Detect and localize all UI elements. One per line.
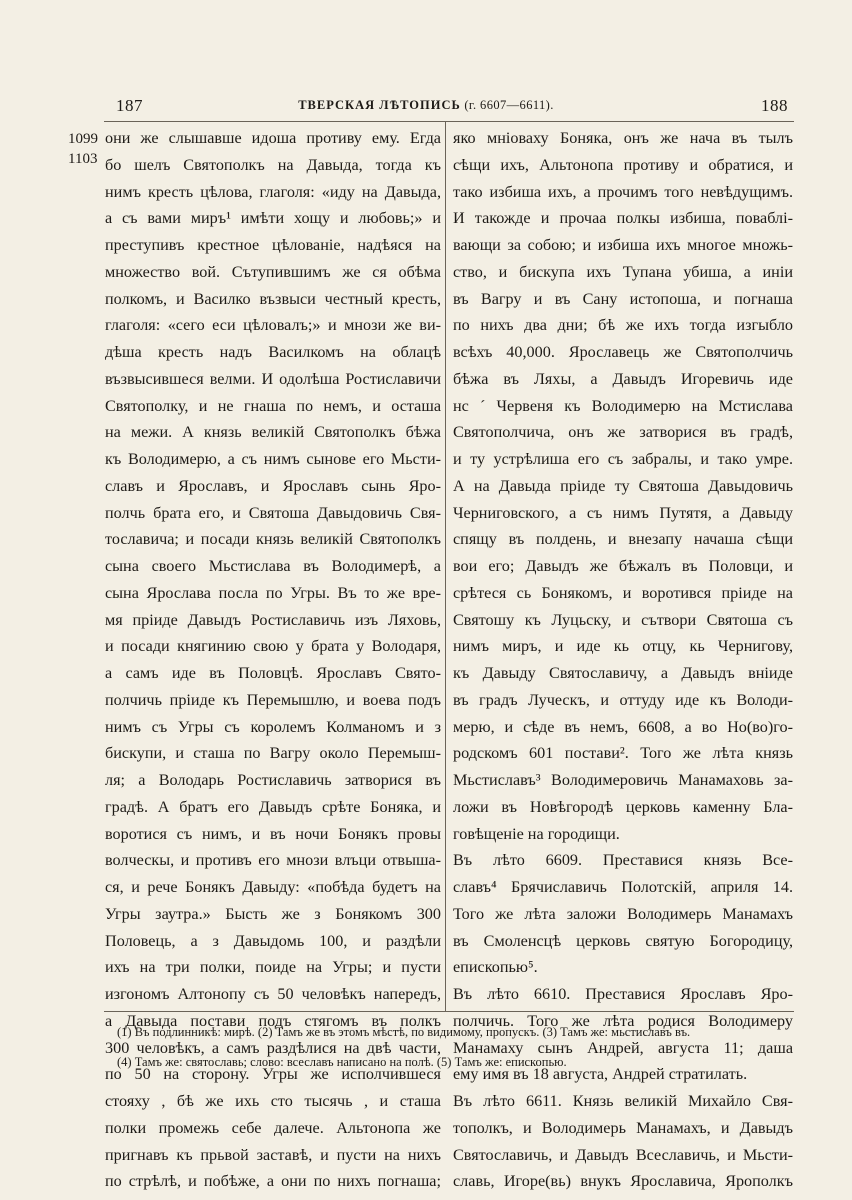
text-line: нимъ съ Угры съ королемъ Колманомъ и з xyxy=(105,717,441,736)
text-line: въ Вагру и въ Сану истопоша, и погнаша xyxy=(453,289,793,308)
text-line: на межи. А князь великiй Святополкъ бѣжа xyxy=(105,423,441,442)
text-line: срѣтеся сь Бонякомъ, и воротився прiиде на xyxy=(453,583,793,602)
text-line: они же слышавше идоша противу ему. Егда xyxy=(105,129,441,147)
margin-year: 1103 xyxy=(68,151,98,167)
text-line: пригнавъ къ прьвой заставѣ, и пусти на нихъ xyxy=(105,1145,441,1164)
text-line: Того же лѣта заложи Володимерь Манамахъ xyxy=(453,904,793,923)
text-line: ля; а Володарь Ростиславичь затворися въ xyxy=(105,771,441,789)
column-divider xyxy=(445,122,446,1011)
text-line: мерю, и сѣде въ немъ, 6608, а во Но(во)го- xyxy=(453,717,793,736)
text-line: и посади княгинию свою у брата у Володаря, xyxy=(105,637,441,656)
text-line: Въ лѣто 6611. Князь великiй Михайло Свя- xyxy=(453,1092,793,1110)
text-line: Святошу къ Луцьску, и сътвори Святоша съ xyxy=(453,610,793,629)
text-line: а самъ иде въ Половцѣ. Ярославъ Свято- xyxy=(105,664,441,682)
page-number-right: 188 xyxy=(761,96,788,115)
text-line: а съ вами миръ¹ имѣти хощу и любовь;» и xyxy=(105,209,441,228)
text-line: 300 человѣкъ, а самъ раздѣлися на двѣ части, xyxy=(105,1038,441,1057)
running-header xyxy=(0,96,852,120)
text-line: всѣхъ 40,000. Ярославець же Святополчичь xyxy=(453,343,793,361)
text-line: Черниговского, а съ нимъ Путятя, а Давыду xyxy=(453,503,793,522)
footnote-line: (1) Въ подлинникѣ: мирѣ. (2) Тамъ же въ этомъ мѣстѣ, по видимому, пропускъ. (3) Тамъ же: мьстиславъ въ. xyxy=(117,1025,691,1039)
text-line: славъ и Ярославъ, и Ярославъ сынь Яро- xyxy=(105,476,441,495)
text-line: по нихъ два дни; бѣ же ихъ тогда изгыбло xyxy=(453,316,793,335)
text-line: къ Давыду Святославичу, а Давыдъ внiиде xyxy=(453,664,793,682)
text-line: полкомъ, и Василко възвыси честный кресть, xyxy=(105,289,441,308)
text-line: по стрѣлѣ, и побѣже, а они по нихъ погнаша; xyxy=(105,1172,441,1191)
text-line: воротися съ нимъ, и въ ночи Бонякъ провы xyxy=(105,824,441,843)
text-line: славъ⁴ Брячиславичь Полотскiй, априля 14. xyxy=(453,878,793,896)
text-line: говѣщенiе на городищи. xyxy=(453,824,620,843)
text-line: и ту устрѣлиша его съ забралы, и тако умре. xyxy=(453,450,793,468)
text-line: родскомъ 601 постави². Того же лѣта князь xyxy=(453,744,793,763)
text-line: сына Ярослава посла по Угры. Въ то же вре- xyxy=(105,583,441,602)
header-rule xyxy=(104,121,794,122)
text-line: Въ лѣто 6609. Преставися князь Все- xyxy=(453,851,793,870)
text-line: сына своего Мьстислава въ Володимерѣ, а xyxy=(105,557,441,575)
text-line: Святополку, и не гнаша по немъ, и осташа xyxy=(105,396,441,415)
margin-year: 1099 xyxy=(68,131,98,147)
text-line: а Давыда постави подъ стягомъ въ полкъ xyxy=(105,1011,441,1030)
text-line: нимъ миръ, и иде кь отцу, кь Чернигову, xyxy=(453,637,793,656)
text-line: ложи въ Новѣгородѣ церковь каменну Бла- xyxy=(453,797,793,816)
text-line: преступивъ крестное цѣлованiе, надѣяся на xyxy=(105,236,441,254)
text-line: градѣ. А братъ его Давыдъ срѣте Боняка, и xyxy=(105,797,441,816)
text-line: полчичь прiиде къ Перемышлю, и воева подъ xyxy=(105,690,441,709)
text-line: волческы, и противъ его мнози влъци отвыша- xyxy=(105,851,441,870)
text-line: И такожде и прочаа полкы избиша, поваблi- xyxy=(453,209,793,228)
text-line: дѣша кресть надъ Василкомъ на облацѣ xyxy=(105,343,441,361)
text-line: епископью⁵. xyxy=(453,958,538,977)
text-line: полки промежь себе далече. Альтонопа же xyxy=(105,1118,441,1137)
text-line: спящу въ полдень, и внезапу начаша сѣщи xyxy=(453,530,793,549)
text-line: въ Смоленсцѣ церковь святую Богородицу, xyxy=(453,931,793,950)
page-number-left: 187 xyxy=(116,96,143,115)
text-line: къ Володимерю, а съ нимъ сынове его Мьсти- xyxy=(105,450,441,468)
text-line: Мьстиславъ³ Володимеровичь Манамаховь за- xyxy=(453,771,793,789)
text-line: Манамаху сынъ Андрей, августа 11; даша xyxy=(453,1038,793,1057)
text-line: полчичь. Того же лѣта родися Володимеру xyxy=(453,1011,793,1030)
text-line: ему имя въ 18 августа, Андрей стратилать. xyxy=(453,1065,748,1084)
text-line: ство, и бискупа ихъ Тупана убиша, а инiи xyxy=(453,262,793,281)
text-line: вои его; Давыдъ же бѣжалъ въ Половци, и xyxy=(453,557,793,575)
text-line: нимъ кресть цѣлова, глаголя: «иду на Давыда, xyxy=(105,182,441,201)
text-line: Святополчича, онъ же затворися въ градѣ, xyxy=(453,423,793,442)
running-title-years: (г. 6607—6611). xyxy=(464,98,554,112)
text-line: полчь брата его, и Святоша Давыдовичь Свя- xyxy=(105,503,441,522)
text-line: славь, Игоре(вь) внукъ Ярославича, Ярополкъ xyxy=(453,1172,793,1191)
running-title-main: ТВЕРСКАЯ ЛѢТОПИСЬ xyxy=(298,98,461,112)
text-line: тако избиша ихъ, а прочимъ того невѣдущимъ. xyxy=(453,182,793,201)
text-line: мя прiиде Давыдъ Ростиславичь изъ Ляховь, xyxy=(105,610,441,629)
text-line: изгономъ Алтонопу съ 50 человѣкъ напередъ, xyxy=(105,985,441,1003)
text-line: сѣщи ихъ, Альтонопа противу и обратися, и xyxy=(453,155,793,174)
text-line: А на Давыда прiиде ту Святоша Давыдовичь xyxy=(453,476,793,495)
running-title xyxy=(0,98,852,113)
text-line: бѣжа въ Ляхы, а Давыдъ Игоревичь иде xyxy=(453,369,793,388)
text-line: Въ лѣто 6610. Преставися Ярославъ Яро- xyxy=(453,985,793,1003)
text-line: вающи за собою; и избиша ихъ многое множь- xyxy=(453,236,793,254)
text-line: въ градъ Луческъ, и оттуду иде къ Володи- xyxy=(453,690,793,709)
text-line: Угры заутра.» Бысть же з Бонякомъ 300 xyxy=(105,904,441,923)
text-line: ихъ на три полки, поиде на Угры; и пусти xyxy=(105,958,441,977)
text-line: по 50 на сторону. Угры же исполчившеся xyxy=(105,1065,441,1084)
text-line: Святославичь, и Давыдъ Всеславичь, и Мьсти- xyxy=(453,1145,793,1164)
text-line: ся, и рече Бонякъ Давыду: «побѣда будетъ на xyxy=(105,878,441,896)
text-line: яко мнiоваху Боняка, онъ же нача въ тылъ xyxy=(453,129,793,147)
text-line: Половець, а з Давыдомь 100, и раздѣли xyxy=(105,931,441,950)
footnote-line: (4) Тамъ же: святославь; слово: всеславъ написано на полѣ. (5) Тамъ же: епископью. xyxy=(117,1055,567,1069)
text-line: бискупи, и сташа по Вагру около Перемыш- xyxy=(105,744,441,763)
text-line: нс ´ Червеня къ Володимерю на Мстислава xyxy=(453,396,793,415)
text-line: стояху , бѣ же ихь сто тысячь , и сташа xyxy=(105,1092,441,1110)
text-line: тославича; и посади князь великiй Святополкъ xyxy=(105,530,441,549)
text-line: глаголя: «сего еси цѣловалъ;» и мнози же ви- xyxy=(105,316,441,335)
footnote-rule xyxy=(104,1011,794,1012)
text-line: тополкъ, и Володимерь Манамахъ, и Давыдъ xyxy=(453,1118,793,1137)
text-line: бо шелъ Святополкъ на Давыда, тогда къ xyxy=(105,155,441,174)
text-line: множество вой. Сътупившимъ же ся обѣма xyxy=(105,262,441,281)
text-line: възвысившеся велми. И одолѣша Ростиславичи xyxy=(105,369,441,388)
